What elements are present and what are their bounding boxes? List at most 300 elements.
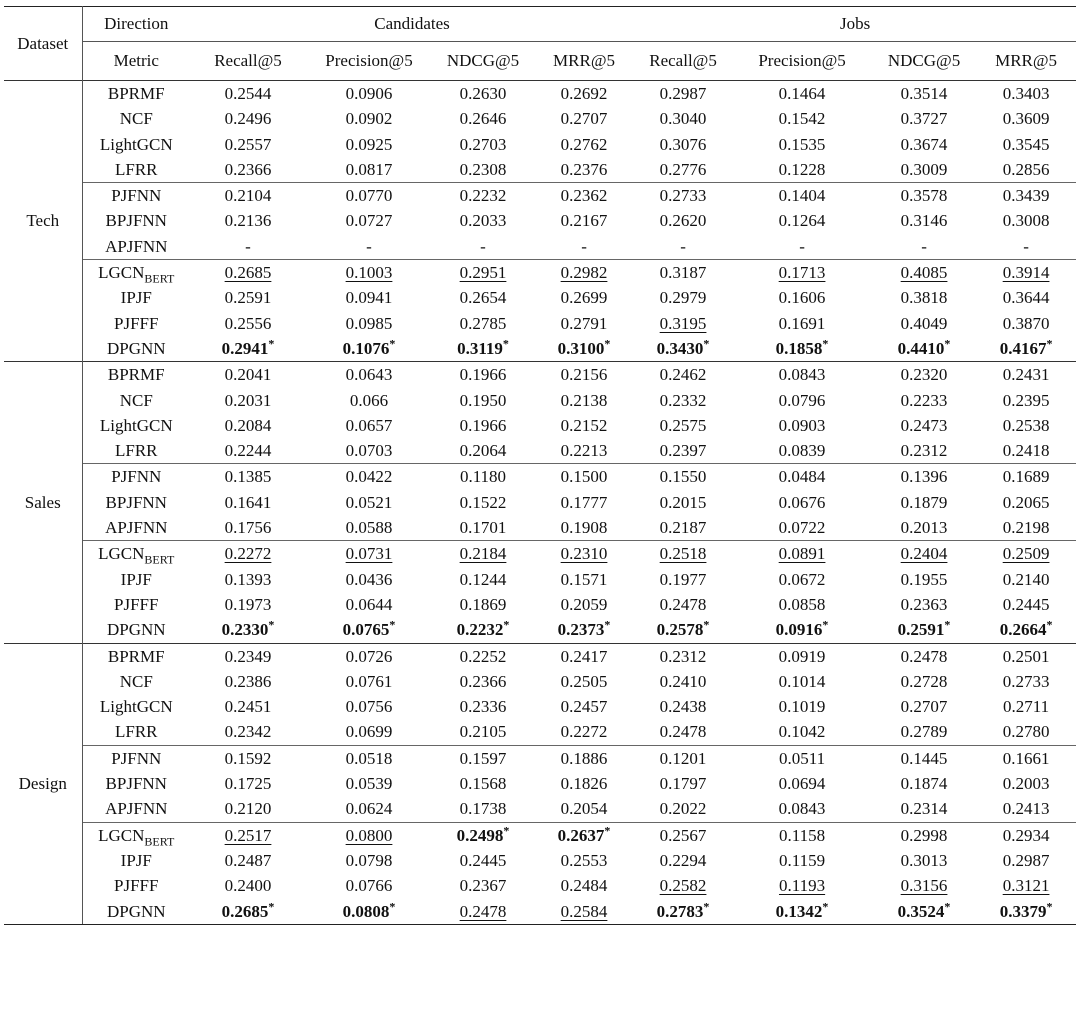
- jobs-group-header: Jobs: [634, 7, 1076, 42]
- metric-value: -: [799, 236, 805, 256]
- metric-value: 0.2987: [634, 81, 732, 107]
- table-row: [4, 567, 1076, 592]
- significance-star: *: [502, 336, 509, 351]
- metric-value: 0.2366: [224, 159, 272, 179]
- metric-col-header: MRR@5: [995, 51, 1058, 70]
- metric-value: 0.0839: [778, 441, 826, 461]
- model-name: DPGNN: [106, 338, 166, 358]
- metric-value: 0.0858: [778, 594, 826, 614]
- metric-col-header: NDCG@5: [887, 51, 961, 70]
- metric-value: 0.2363: [900, 594, 948, 614]
- metric-value: 0.2591*: [897, 617, 951, 640]
- metric-value: 0.2487: [224, 850, 272, 870]
- metric-value: 0.1592: [190, 745, 306, 771]
- metric-value: 0.1568: [459, 774, 507, 794]
- metric-value: 0.1858*: [775, 336, 829, 358]
- metric-value: 0.2711: [1003, 697, 1050, 717]
- table-row: [4, 873, 1076, 898]
- metric-value: 0.3578: [872, 183, 976, 209]
- metric-value: 0.2578*: [656, 617, 710, 640]
- metric-value: 0.2349: [190, 643, 306, 669]
- metric-value: 0.2031: [224, 390, 272, 410]
- metric-value: 0.2998: [872, 822, 976, 848]
- metric-value: 0.2065: [1002, 492, 1050, 512]
- metric-value: 0.0925: [345, 134, 393, 154]
- metric-value: 0.2783*: [634, 899, 732, 925]
- metric-value: 0.3818: [900, 288, 948, 308]
- metric-value: 0.0891: [732, 541, 872, 567]
- table-row: [4, 81, 1076, 107]
- metric-value: 0.3195: [659, 313, 707, 333]
- table-row: [4, 617, 1076, 643]
- metric-value: 0.3008: [1002, 211, 1050, 231]
- metric-value: 0.2582: [659, 876, 707, 896]
- model-name: LightGCN: [99, 697, 173, 717]
- metric-value: 0.0770: [306, 183, 432, 209]
- metric-value: 0.2780: [1002, 722, 1050, 742]
- metric-value: 0.3379*: [976, 899, 1076, 925]
- table-row: [4, 490, 1076, 515]
- metric-value: 0.2015: [659, 492, 707, 512]
- metric-value: 0.0985: [345, 313, 393, 333]
- table-row: [4, 643, 1076, 669]
- table-row: [4, 464, 1076, 490]
- metric-value: 0.0808*: [306, 899, 432, 925]
- metric-value: 0.0843: [778, 799, 826, 819]
- model-name: NCF: [119, 109, 153, 129]
- table-row: [4, 438, 1076, 464]
- metric-value: 0.2312: [634, 643, 732, 669]
- metric-value: 0.2692: [534, 81, 634, 107]
- dataset-name-sales: Sales: [4, 362, 82, 643]
- metric-value: 0.2664*: [999, 617, 1053, 640]
- metric-value: 0.3514: [872, 81, 976, 107]
- metric-value: 0.2457: [560, 697, 608, 717]
- table-row: [4, 771, 1076, 796]
- metric-value: 0.3187: [634, 260, 732, 286]
- model-name: IPJF: [120, 569, 152, 589]
- metric-value: 0.0817: [345, 159, 393, 179]
- metric-value: 0.0694: [778, 774, 826, 794]
- model-name: APJFNN: [105, 236, 168, 256]
- table-row: [4, 106, 1076, 131]
- metric-value: 0.3727: [900, 109, 948, 129]
- metric-value: 0.3430*: [656, 336, 710, 358]
- metric-value: 0.2979: [659, 288, 707, 308]
- metric-value: 0.0518: [306, 745, 432, 771]
- metric-value: 0.0699: [345, 722, 393, 742]
- metric-col-header: Precision@5: [758, 51, 846, 70]
- model-name: LightGCN: [99, 134, 173, 154]
- metric-value: 0.2213: [560, 441, 608, 461]
- metric-value: 0.0703: [345, 441, 393, 461]
- metric-value: 0.0903: [778, 415, 826, 435]
- metric-value: 0.3076: [659, 134, 707, 154]
- metric-value: 0.0436: [345, 569, 393, 589]
- metric-value: 0.1550: [634, 464, 732, 490]
- metric-value: 0.2591: [224, 288, 272, 308]
- metric-value: 0.2330*: [221, 617, 275, 640]
- metric-value: 0.2556: [224, 313, 272, 333]
- metric-value: 0.2022: [659, 799, 707, 819]
- metric-value: -: [480, 236, 486, 256]
- metric-value: 0.3914: [976, 260, 1076, 286]
- metric-value: 0.2646: [459, 109, 507, 129]
- metric-value: 0.0731: [306, 541, 432, 567]
- metric-value: 0.2685: [190, 260, 306, 286]
- model-name: LightGCN: [99, 415, 173, 435]
- model-name: APJFNN: [105, 799, 168, 819]
- model-subscript: BERT: [144, 271, 175, 286]
- metric-value: -: [1023, 236, 1029, 256]
- table-row: [4, 848, 1076, 873]
- metric-value: 0.2517: [190, 822, 306, 848]
- model-name: PJFNN: [82, 464, 190, 490]
- metric-value: 0.2484: [560, 876, 608, 896]
- metric-value: 0.1571: [560, 569, 608, 589]
- metric-value: 0.1158: [732, 822, 872, 848]
- dataset-name-design: Design: [4, 643, 82, 924]
- metric-value: 0.2084: [224, 415, 272, 435]
- metric-value: 0.2342: [224, 722, 272, 742]
- metric-value: 0.2413: [1002, 799, 1050, 819]
- significance-star: *: [503, 617, 510, 632]
- metric-value: 0.2418: [1002, 441, 1050, 461]
- metric-value: 0.2501: [976, 643, 1076, 669]
- metric-value: 0.3013: [900, 850, 948, 870]
- metric-value: 0.2762: [560, 134, 608, 154]
- metric-value: 0.1396: [872, 464, 976, 490]
- metric-value: 0.3146: [900, 211, 948, 231]
- metric-value: 0.2417: [534, 643, 634, 669]
- table-row: [4, 311, 1076, 336]
- model-name: IPJF: [120, 288, 152, 308]
- table-row: [4, 541, 1076, 567]
- model-name: LFRR: [114, 722, 158, 742]
- metric-value: 0.2982: [534, 260, 634, 286]
- metric-value: 0.1542: [778, 109, 826, 129]
- metric-value: 0.2707: [560, 109, 608, 129]
- metric-value: 0.1886: [534, 745, 634, 771]
- metric-value: 0.1445: [872, 745, 976, 771]
- metric-value: 0.0484: [732, 464, 872, 490]
- metric-value: 0.2386: [224, 671, 272, 691]
- metric-value: 0.2310: [534, 541, 634, 567]
- metric-value: 0.2373*: [557, 617, 611, 640]
- model-name: $LGCN_{BERT}$: [82, 541, 190, 567]
- metric-value: 0.2451: [224, 697, 272, 717]
- metric-value: 0.1966: [459, 415, 507, 435]
- metric-value: 0.1342*: [732, 899, 872, 925]
- metric-value: 0.2987: [1002, 850, 1050, 870]
- table-row: [4, 822, 1076, 848]
- metric-value: 0.2252: [432, 643, 534, 669]
- metric-value: -: [921, 236, 927, 256]
- table-row: [4, 515, 1076, 541]
- metric-value: 0.1404: [732, 183, 872, 209]
- metric-value: 0.1777: [560, 492, 608, 512]
- table-row: [4, 899, 1076, 925]
- significance-star: *: [604, 617, 611, 632]
- metric-value: 0.2059: [560, 594, 608, 614]
- metric-value: 0.1535: [778, 134, 826, 154]
- significance-star: *: [604, 336, 611, 351]
- metric-value: 0.2332: [659, 390, 707, 410]
- metric-value: 0.2538: [1002, 415, 1050, 435]
- metric-value: -: [581, 236, 587, 256]
- table-row: [4, 183, 1076, 209]
- metric-value: 0.2104: [190, 183, 306, 209]
- metric-value: 0.1385: [190, 464, 306, 490]
- metric-value: 0.2041: [190, 362, 306, 388]
- metric-value: 0.2362: [534, 183, 634, 209]
- metric-value: 0.0539: [345, 774, 393, 794]
- metric-value: 0.2630: [432, 81, 534, 107]
- table-row: [4, 592, 1076, 617]
- model-name: $LGCN_{BERT}$: [82, 822, 190, 848]
- model-name: BPJFNN: [105, 774, 167, 794]
- significance-star: *: [1046, 336, 1053, 351]
- metric-col-header: MRR@5: [553, 51, 615, 70]
- significance-star: *: [1046, 898, 1053, 913]
- metric-value: 0.0644: [345, 594, 393, 614]
- metric-value: 0.2272: [560, 722, 608, 742]
- metric-value: 0.0916*: [775, 617, 829, 640]
- metric-value: 0.2187: [659, 518, 707, 538]
- metric-value: 0.1641: [224, 492, 272, 512]
- metric-value: 0.0941: [345, 288, 393, 308]
- metric-value: 0.3524*: [872, 899, 976, 925]
- metric-value: -: [366, 236, 372, 256]
- metric-value: 0.0726: [306, 643, 432, 669]
- table-row: [4, 260, 1076, 286]
- metric-value: 0.0765*: [342, 617, 396, 640]
- metric-value: 0.0798: [345, 850, 393, 870]
- metric-value: 0.1661: [976, 745, 1076, 771]
- metric-value: 0.2620: [659, 211, 707, 231]
- significance-star: *: [944, 336, 951, 351]
- metric-value: 0.1691: [778, 313, 826, 333]
- model-name: LFRR: [114, 159, 158, 179]
- model-name: BPRMF: [82, 643, 190, 669]
- metric-value: 0.1244: [459, 569, 507, 589]
- significance-star: *: [389, 336, 396, 351]
- metric-col-header: Recall@5: [649, 51, 717, 70]
- significance-star: *: [822, 336, 829, 351]
- model-name: PJFNN: [82, 183, 190, 209]
- metric-value: 0.2776: [659, 159, 707, 179]
- metric-value: 0.2728: [900, 671, 948, 691]
- metric-value: 0.0672: [778, 569, 826, 589]
- metric-value: 0.1201: [634, 745, 732, 771]
- table-row: [4, 388, 1076, 413]
- metric-value: 0.4049: [900, 313, 948, 333]
- metric-value: 0.3100*: [557, 336, 611, 358]
- metric-value: 0.2685*: [190, 899, 306, 925]
- table-row: [4, 132, 1076, 157]
- metric-value: 0.1019: [778, 697, 826, 717]
- metric-value: 0.0756: [345, 697, 393, 717]
- metric-value: 0.2478: [659, 722, 707, 742]
- metric-value: 0.3870: [1002, 313, 1050, 333]
- table-row: [4, 157, 1076, 183]
- metric-header: Metric: [113, 51, 159, 70]
- metric-value: 0.2941*: [221, 336, 275, 358]
- metric-value: 0.0588: [345, 518, 393, 538]
- table-row: [4, 413, 1076, 438]
- metric-value: 0.4085: [872, 260, 976, 286]
- metric-value: 0.3156: [900, 876, 948, 896]
- significance-star: *: [389, 898, 396, 913]
- table-row: [4, 796, 1076, 822]
- metric-value: 0.2791: [560, 313, 608, 333]
- metric-value: 0.1014: [778, 671, 826, 691]
- metric-value: 0.2244: [224, 441, 272, 461]
- metric-value: 0.2395: [1002, 390, 1050, 410]
- metric-value: 0.2553: [560, 850, 608, 870]
- metric-value: 0.0643: [306, 362, 432, 388]
- model-name: BPRMF: [82, 81, 190, 107]
- metric-value: 0.1701: [459, 518, 507, 538]
- metric-value: 0.3674: [900, 134, 948, 154]
- metric-value: 0.0624: [345, 799, 393, 819]
- metric-value: 0.1725: [224, 774, 272, 794]
- metric-value: 0.2033: [459, 211, 507, 231]
- metric-value: 0.0657: [345, 415, 393, 435]
- metric-value: 0.0796: [778, 390, 826, 410]
- table-row: [4, 669, 1076, 694]
- table-row: [4, 285, 1076, 310]
- metric-value: 0.3119*: [457, 336, 509, 358]
- metric-value: 0.3439: [976, 183, 1076, 209]
- metric-value: 0.2438: [659, 697, 707, 717]
- metric-value: 0.1606: [778, 288, 826, 308]
- metric-value: 0.2934: [976, 822, 1076, 848]
- metric-value: 0.2509: [976, 541, 1076, 567]
- significance-star: *: [703, 617, 710, 632]
- metric-value: 0.2156: [534, 362, 634, 388]
- significance-star: *: [268, 336, 275, 351]
- significance-star: *: [822, 898, 829, 913]
- metric-value: 0.2951: [432, 260, 534, 286]
- significance-star: *: [268, 617, 275, 632]
- metric-value: 0.2733: [634, 183, 732, 209]
- metric-col-header: Precision@5: [325, 51, 413, 70]
- table-row: [4, 694, 1076, 719]
- metric-value: 0.1042: [778, 722, 826, 742]
- model-name: PJFNN: [82, 745, 190, 771]
- model-name: DPGNN: [106, 620, 166, 640]
- metric-value: 0.2478: [872, 643, 976, 669]
- direction-header: Direction: [82, 7, 190, 42]
- model-name: NCF: [119, 390, 153, 410]
- model-name: IPJF: [120, 850, 152, 870]
- metric-value: 0.2445: [459, 850, 507, 870]
- metric-value: 0.2167: [560, 211, 608, 231]
- metric-value: 0.2367: [459, 876, 507, 896]
- metric-value: 0.2105: [459, 722, 507, 742]
- metric-value: 0.066: [349, 390, 389, 410]
- metric-value: 0.2518: [634, 541, 732, 567]
- significance-star: *: [268, 898, 275, 913]
- metric-value: 0.2567: [634, 822, 732, 848]
- results-body: [4, 81, 1076, 925]
- metric-value: 0.2366: [459, 671, 507, 691]
- metric-value: 0.1874: [900, 774, 948, 794]
- metric-value: 0.2136: [224, 211, 272, 231]
- metric-value: 0.0422: [306, 464, 432, 490]
- metric-value: 0.0843: [732, 362, 872, 388]
- metric-value: 0.1689: [976, 464, 1076, 490]
- metric-value: 0.2232*: [456, 617, 510, 640]
- metric-value: 0.2789: [900, 722, 948, 742]
- metric-value: 0.3545: [1002, 134, 1050, 154]
- metric-value: 0.2198: [1002, 518, 1050, 538]
- model-name: BPJFNN: [105, 492, 167, 512]
- metric-value: 0.2308: [459, 159, 507, 179]
- model-name: BPJFNN: [105, 211, 167, 231]
- metric-value: 0.2703: [459, 134, 507, 154]
- metric-value: 0.1966: [432, 362, 534, 388]
- metric-value: 0.2232: [432, 183, 534, 209]
- metric-value: 0.2013: [900, 518, 948, 538]
- metric-value: 0.1869: [459, 594, 507, 614]
- model-name: BPRMF: [82, 362, 190, 388]
- metric-value: 0.2140: [1002, 569, 1050, 589]
- metric-value: 0.0521: [345, 492, 393, 512]
- metric-value: 0.2544: [190, 81, 306, 107]
- metric-value: 0.2376: [560, 159, 608, 179]
- metric-value: 0.0902: [345, 109, 393, 129]
- metric-value: 0.1950: [459, 390, 507, 410]
- metric-value: 0.0906: [306, 81, 432, 107]
- metric-value: 0.2397: [659, 441, 707, 461]
- metric-value: -: [680, 236, 686, 256]
- significance-star: *: [703, 336, 710, 351]
- metric-value: 0.2584: [534, 899, 634, 925]
- metric-value: 0.4410*: [897, 336, 951, 358]
- metric-value: 0.2856: [1002, 159, 1050, 179]
- metric-value: 0.2498*: [432, 822, 534, 848]
- metric-value: 0.1180: [432, 464, 534, 490]
- metric-value: 0.1973: [224, 594, 272, 614]
- metric-value: 0.2431: [976, 362, 1076, 388]
- table-row: [4, 719, 1076, 745]
- metric-value: 0.1756: [224, 518, 272, 538]
- metric-value: 0.0676: [778, 492, 826, 512]
- metric-value: 0.1500: [534, 464, 634, 490]
- model-name: PJFFF: [114, 594, 159, 614]
- significance-star: *: [822, 617, 829, 632]
- metric-value: 0.2505: [560, 671, 608, 691]
- metric-value: 0.1522: [459, 492, 507, 512]
- significance-star: *: [944, 898, 951, 913]
- metric-value: 0.2478: [432, 899, 534, 925]
- metric-value: 0.1826: [560, 774, 608, 794]
- metric-value: 0.0766: [345, 876, 393, 896]
- metric-value: 0.2699: [560, 288, 608, 308]
- metric-value: 0.2478: [659, 594, 707, 614]
- metric-value: 0.3644: [1002, 288, 1050, 308]
- metric-value: 0.1076*: [342, 336, 396, 358]
- table-row: [4, 208, 1076, 233]
- metric-value: 0.2294: [659, 850, 707, 870]
- metric-value: 0.1797: [659, 774, 707, 794]
- metric-value: 0.2462: [634, 362, 732, 388]
- metric-value: 0.1879: [900, 492, 948, 512]
- metric-value: 0.3040: [659, 109, 707, 129]
- metric-value: 0.3609: [1002, 109, 1050, 129]
